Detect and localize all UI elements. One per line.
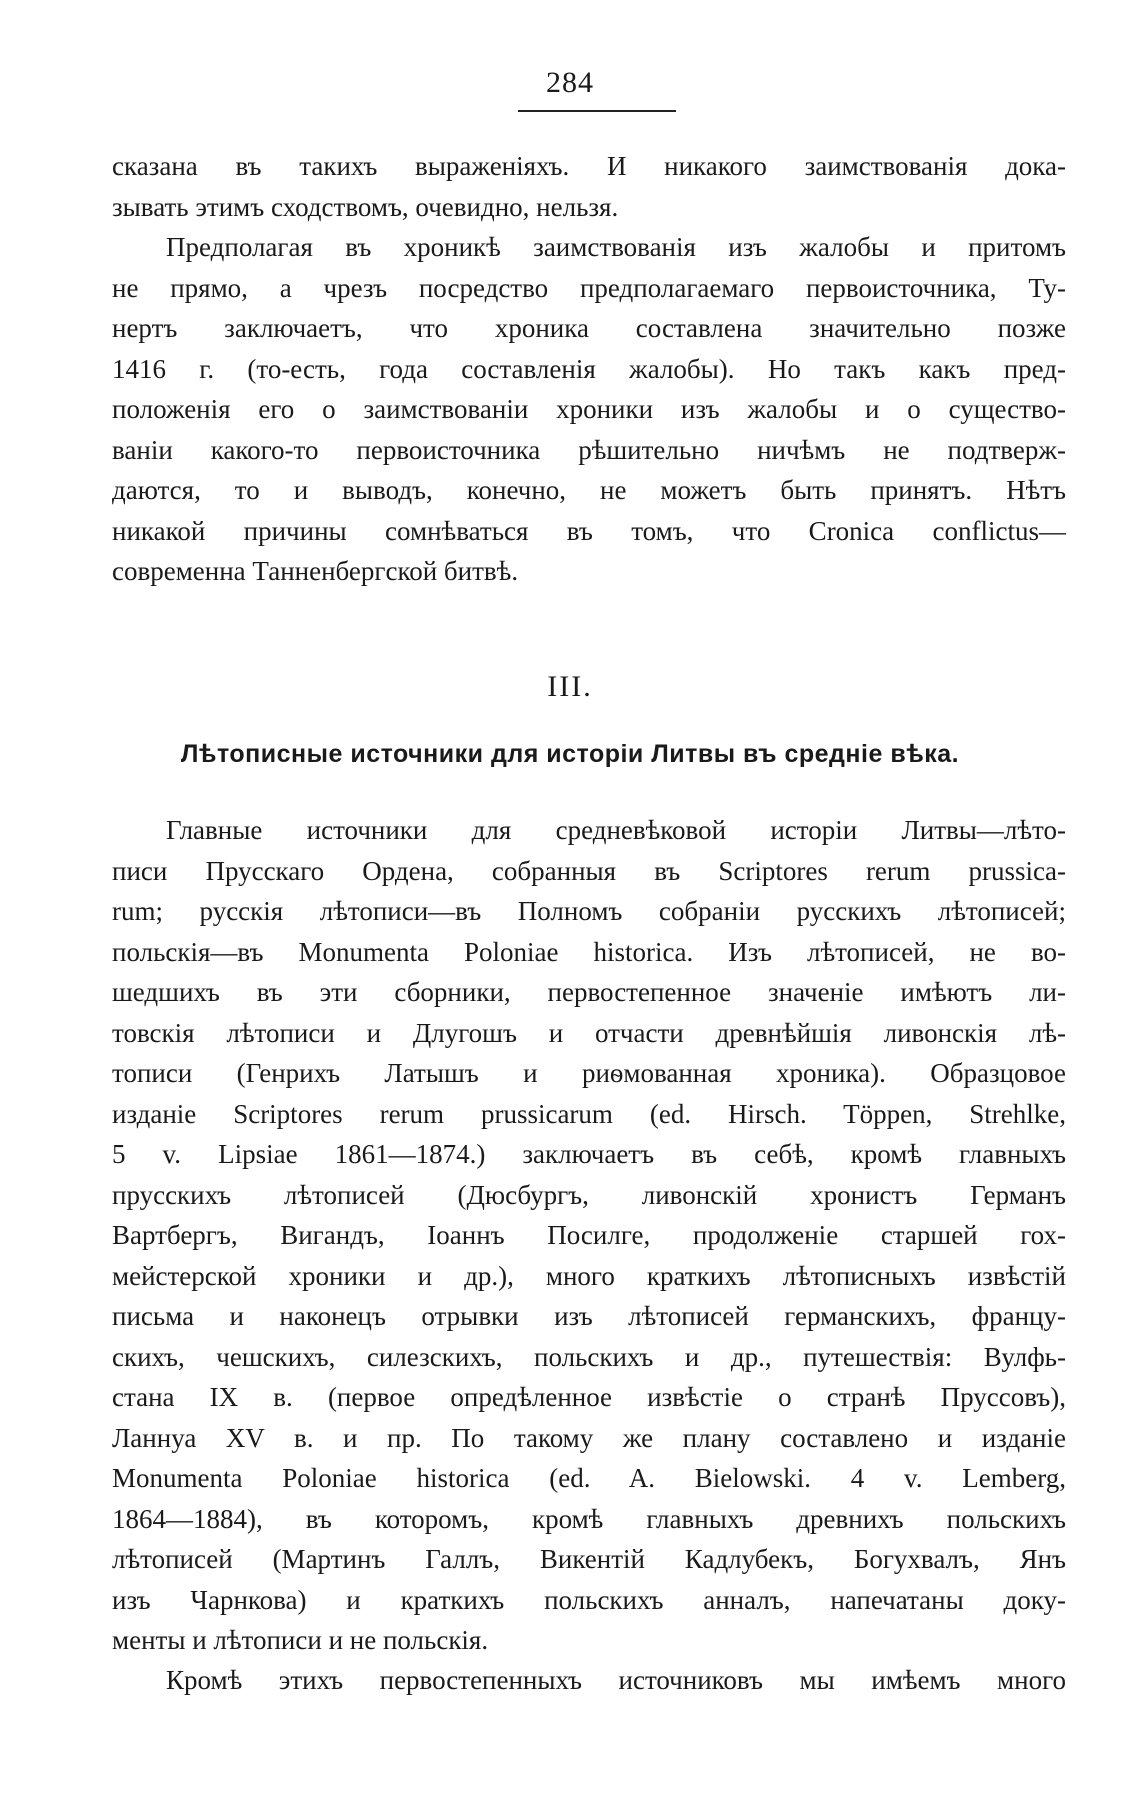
text-line: Ланнуа XV в. и пр. По такому же плану составлено и изданіе [112,1422,1066,1453]
text-line: rum; русскія лѣтописи—въ Полномъ собраніи русскихъ лѣтописей; [112,896,1066,926]
text-line: Кромѣ этихъ первостепенныхъ источниковъ мы имѣемъ много [166,1665,1066,1695]
section-title: Лѣтописные источники для исторіи Литвы въ средніе вѣка. [180,740,960,768]
text-line: прусскихъ лѣтописей (Дюсбургъ, ливонскій хронистъ Германъ [112,1179,1066,1210]
text-line: тописи (Генрихъ Латышъ и риѳмованная хроника). Образцовое [112,1058,1066,1088]
text-line: нертъ заключаетъ, что хроника составлена значительно позже [112,313,1066,343]
text-line: шедшихъ въ эти сборники, первостепенное значеніе имѣютъ ли- [112,977,1066,1007]
text-line: Вартбергъ, Вигандъ, Іоаннъ Посилге, продолженіе старшей гох- [112,1220,1066,1250]
text-line: изъ Чарнкова) и краткихъ польскихъ анналъ, напечатаны доку- [112,1584,1066,1615]
text-line: 5 v. Lipsiae 1861—1874.) заключаетъ въ себѣ, кромѣ главныхъ [112,1139,1066,1169]
text-line: ваніи какого-то первоисточника рѣшительно ничѣмъ не подтверж- [112,434,1066,465]
paragraph-tunert [112,227,1066,592]
text-line: стана IX в. (первое опредѣленное извѣстіе о странѣ Пруссовъ), [112,1382,1066,1412]
paragraph-other-sources [112,1660,1066,1701]
text-line: лѣтописей (Мартинъ Галлъ, Викентій Кадлубекъ, Богухвалъ, Янъ [112,1544,1066,1574]
text-line: товскія лѣтописи и Длугошъ и отчасти древнѣйшія ливонскія лѣ- [112,1017,1066,1048]
text-line: 1416 г. (то-есть, года составленія жалобы). Но такъ какъ пред- [112,353,1066,384]
page-number: 284 [546,66,594,99]
text-line: даются, то и выводъ, конечно, не можетъ быть принятъ. Нѣтъ [112,475,1066,505]
page-number-rule [518,110,676,112]
text-line: сказана въ такихъ выраженіяхъ. И никакого заимствованія дока- [112,151,1066,181]
text-line: скихъ, чешскихъ, силезскихъ, польскихъ и др., путешествія: Вулфь- [112,1341,1066,1372]
text-line: не прямо, а чрезъ посредство предполагаемаго первоисточника, Ту- [112,272,1066,303]
continuation-paragraph [112,146,1066,227]
text-line: мейстерской хроники и др.), много краткихъ лѣтописныхъ извѣстій [112,1260,1066,1291]
text-line: Предполагая въ хроникѣ заимствованія изъ жалобы и притомъ [166,232,1066,262]
text-line: менты и лѣтописи и не польскія. [112,1625,489,1655]
text-line: письма и наконецъ отрывки изъ лѣтописей германскихъ, францу- [112,1301,1066,1331]
text-line: Главные источники для средневѣковой исторіи Литвы—лѣто- [166,815,1066,845]
text-line: никакой причины сомнѣваться въ томъ, что Cronica conflictus— [112,515,1066,546]
text-line: положенія его о заимствованіи хроники изъ жалобы и о существо- [112,394,1066,424]
text-line: польскія—въ Monumenta Poloniae historica. Изъ лѣтописей, не во- [112,936,1066,967]
text-line: 1864—1884), въ которомъ, кромѣ главныхъ древнихъ польскихъ [112,1503,1066,1534]
text-line: Monumenta Poloniae historica (ed. A. Bielowski. 4 v. Lemberg, [112,1463,1066,1493]
section-numeral: III. [547,670,593,703]
paragraph-sources [112,810,1066,1661]
text-line: изданіе Scriptores rerum prussicarum (ed. Hirsch. Töppen, Strehlke, [112,1098,1066,1129]
text-line: зывать этимъ сходствомъ, очевидно, нельзя. [112,191,619,222]
text-line: современна Танненбергской битвѣ. [112,556,519,586]
text-line: писи Прусскаго Ордена, собранныя въ Scriptores rerum prussica- [112,855,1066,886]
